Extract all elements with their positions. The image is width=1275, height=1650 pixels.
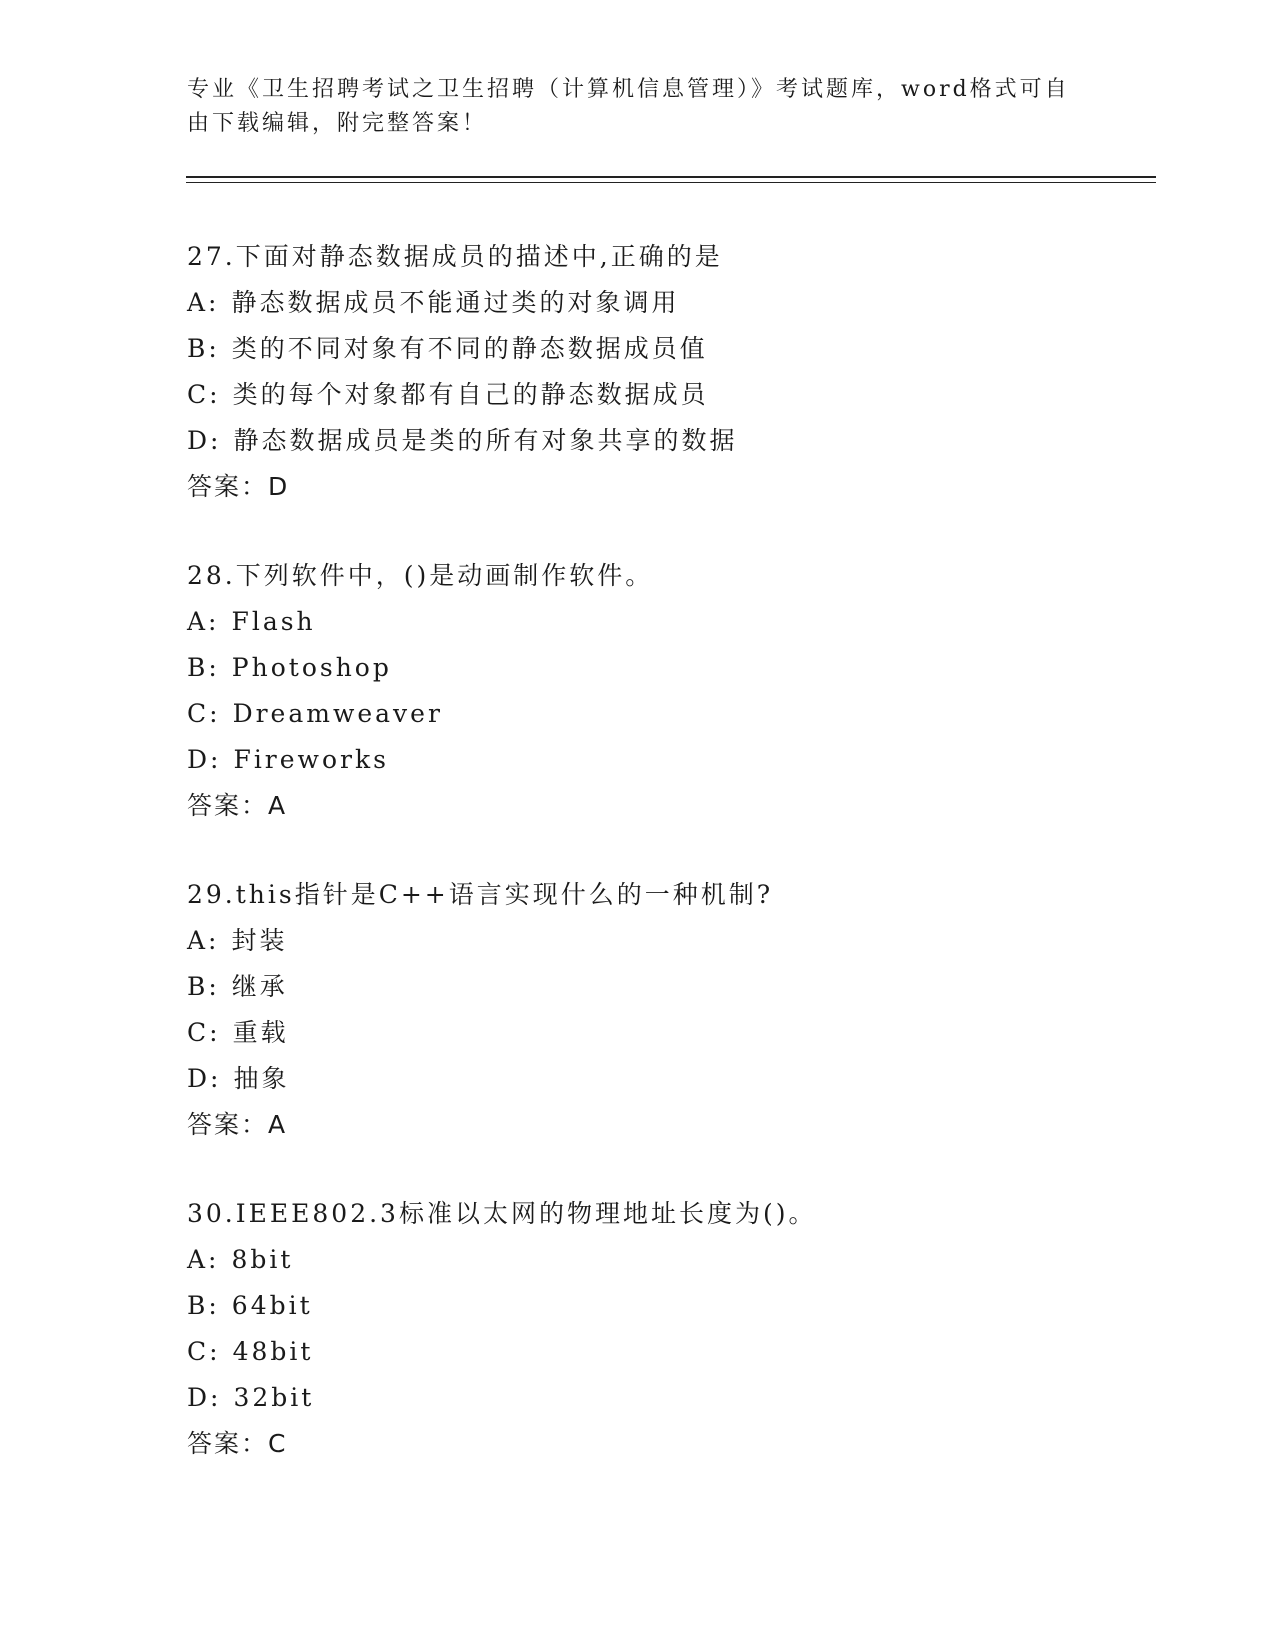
answer-line: 答案：A: [187, 791, 288, 820]
header-line-1: 专业《卫生招聘考试之卫生招聘（计算机信息管理）》考试题库，word格式可自: [187, 77, 1070, 102]
option-key: D:: [187, 1064, 222, 1093]
option-text: 静态数据成员不能通过类的对象调用: [231, 288, 680, 317]
option-text: 静态数据成员是类的所有对象共享的数据: [233, 426, 738, 455]
answer-line: 答案：D: [187, 472, 290, 501]
option-b: [187, 326, 1187, 372]
question-stem: 27.下面对静态数据成员的描述中,正确的是: [187, 242, 723, 271]
option-key: B:: [187, 972, 220, 1001]
option-key: D:: [187, 426, 222, 455]
option-c: [187, 1010, 1187, 1056]
option-text: 64bit: [231, 1291, 313, 1320]
option-d: [187, 737, 1187, 783]
option-d: [187, 418, 1187, 464]
option-text: 类的每个对象都有自己的静态数据成员: [232, 380, 709, 409]
document-header: [187, 73, 1077, 141]
option-key: C:: [187, 699, 221, 728]
option-a: [187, 1237, 1187, 1283]
question-stem: 30.IEEE802.3标准以太网的物理地址长度为()。: [187, 1199, 817, 1228]
option-a: [187, 280, 1187, 326]
option-text: Fireworks: [233, 745, 389, 774]
option-text: 封装: [231, 926, 288, 955]
option-key: B:: [187, 1291, 220, 1320]
option-b: [187, 1283, 1187, 1329]
option-a: [187, 599, 1187, 645]
option-key: B:: [187, 653, 220, 682]
option-key: C:: [187, 1018, 221, 1047]
option-text: 重载: [232, 1018, 289, 1047]
answer-line: 答案：A: [187, 1110, 288, 1139]
option-key: C:: [187, 380, 221, 409]
option-key: A:: [187, 607, 220, 636]
option-text: 继承: [231, 972, 288, 1001]
option-b: [187, 645, 1187, 691]
header-divider: [186, 176, 1156, 183]
option-key: A:: [187, 926, 220, 955]
option-text: Photoshop: [231, 653, 392, 682]
question-stem: 28.下列软件中，()是动画制作软件。: [187, 561, 654, 590]
option-a: [187, 918, 1187, 964]
option-text: 类的不同对象有不同的静态数据成员值: [231, 334, 708, 363]
header-line-2: 由下载编辑，附完整答案！: [187, 111, 488, 136]
question-29: [187, 872, 1187, 1148]
option-d: [187, 1375, 1187, 1421]
option-key: A:: [187, 1245, 220, 1274]
question-27: [187, 234, 1187, 510]
question-list: [187, 234, 1187, 1510]
option-key: A:: [187, 288, 220, 317]
option-text: 抽象: [233, 1064, 290, 1093]
option-c: [187, 691, 1187, 737]
question-stem: 29.this指针是C++语言实现什么的一种机制?: [187, 880, 774, 909]
option-key: D:: [187, 1383, 222, 1412]
option-key: C:: [187, 1337, 221, 1366]
option-key: B:: [187, 334, 220, 363]
option-key: D:: [187, 745, 222, 774]
option-d: [187, 1056, 1187, 1102]
option-c: [187, 372, 1187, 418]
option-c: [187, 1329, 1187, 1375]
question-30: [187, 1191, 1187, 1467]
option-text: 8bit: [231, 1245, 294, 1274]
option-text: Dreamweaver: [232, 699, 443, 728]
option-text: 32bit: [233, 1383, 315, 1412]
answer-line: 答案：C: [187, 1429, 288, 1458]
question-28: [187, 553, 1187, 829]
option-text: 48bit: [232, 1337, 314, 1366]
option-b: [187, 964, 1187, 1010]
option-text: Flash: [231, 607, 316, 636]
